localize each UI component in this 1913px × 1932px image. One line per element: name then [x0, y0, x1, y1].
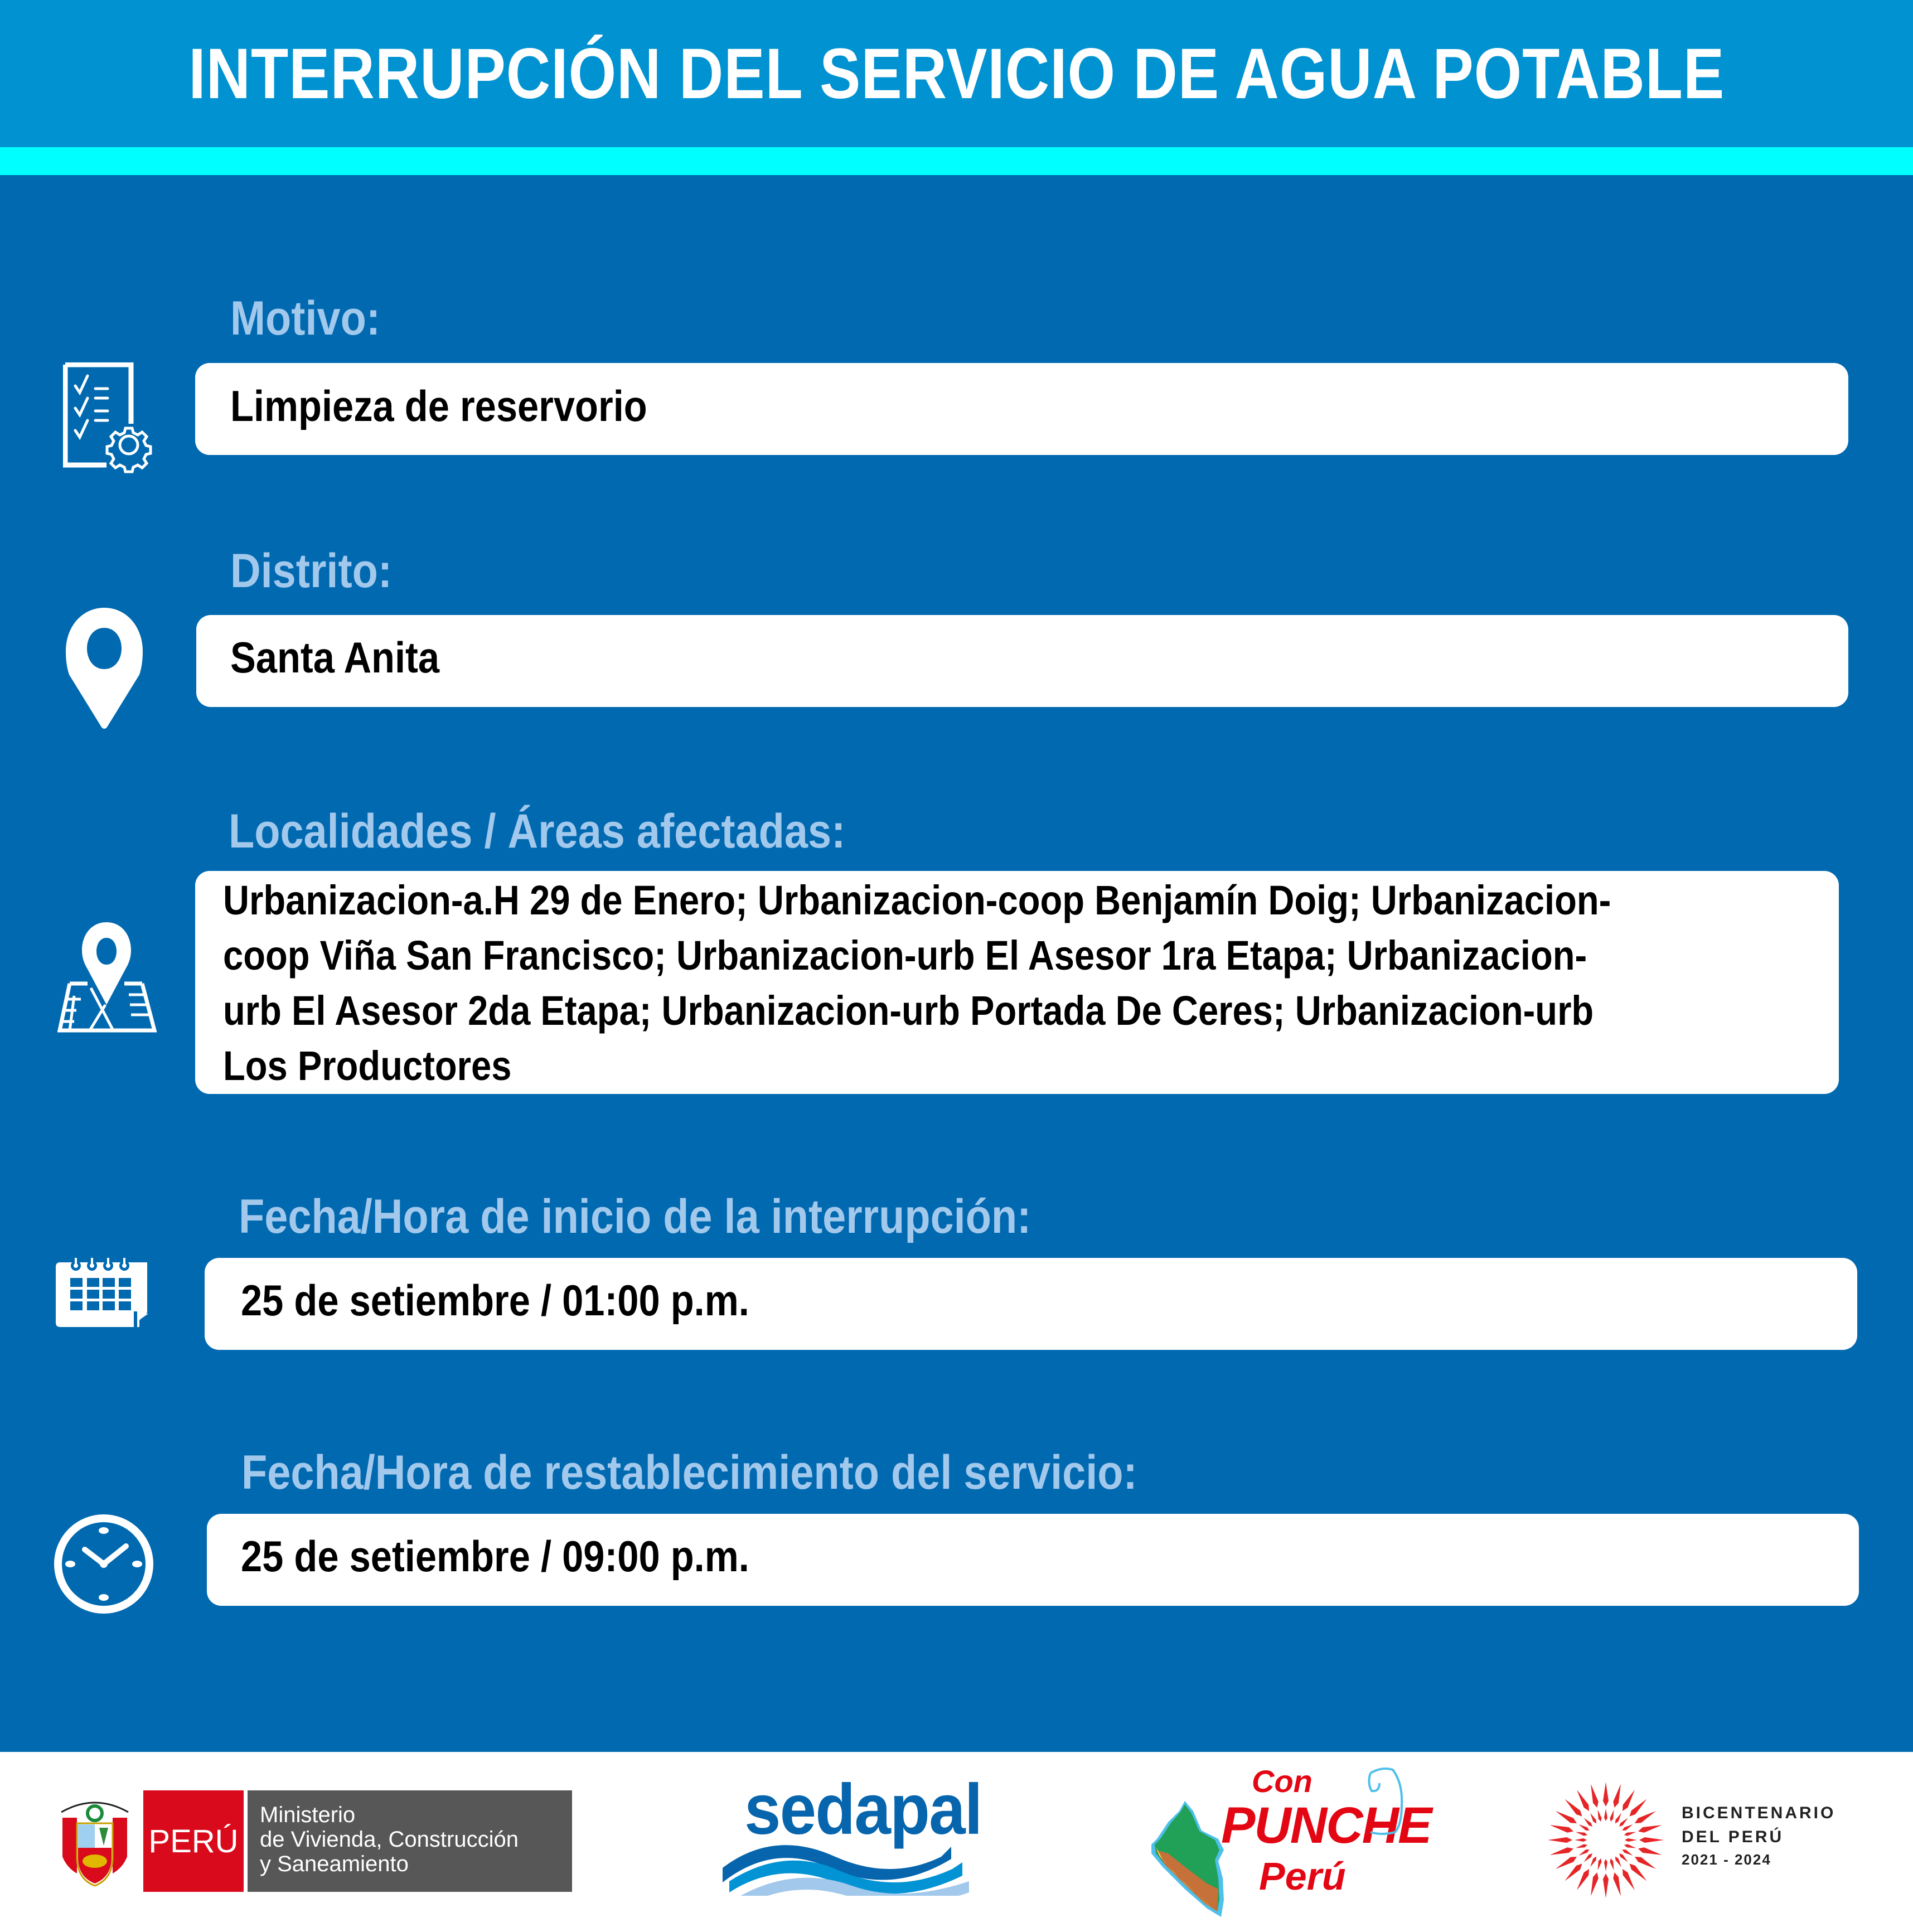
localidades-label: Localidades / Áreas afectadas: — [229, 805, 846, 858]
calendar-icon — [56, 1258, 153, 1330]
sedapal-logo-text: sedapal — [744, 1770, 982, 1849]
motivo-value: Limpieza de reservorio — [230, 381, 647, 430]
area-line: Los Productores — [223, 1043, 512, 1089]
punche-peru-text: Perú — [1259, 1854, 1346, 1898]
clock-icon — [54, 1514, 154, 1617]
distrito-field — [196, 615, 1848, 707]
header-banner — [0, 0, 1913, 147]
bicentenario-line1: BICENTENARIO — [1682, 1804, 1836, 1822]
inicio-label: Fecha/Hora de inicio de la interrupción: — [239, 1190, 1031, 1243]
bicentenario-line3: 2021 - 2024 — [1682, 1851, 1771, 1868]
localidades-value — [223, 873, 1793, 1093]
area-line: coop Viña San Francisco; Urbanizacion-urb El Asesor 1ra Etapa; Urbanizacion- — [223, 932, 1587, 979]
punche-word-text: PUNCHE — [1221, 1797, 1431, 1854]
checklist-gear-icon — [63, 362, 158, 477]
ministerio-line1: Ministerio — [260, 1803, 356, 1827]
restablecimiento-value: 25 de setiembre / 09:00 p.m. — [241, 1532, 749, 1581]
ministerio-peru-badge: PERÚ — [143, 1790, 244, 1892]
ministerio-line3: y Saneamiento — [260, 1852, 409, 1876]
punche-con-text: Con — [1252, 1764, 1313, 1799]
accent-stripe — [0, 147, 1913, 175]
flexed-arm-icon — [1365, 1766, 1404, 1842]
area-line: Urbanizacion-a.H 29 de Enero; Urbanizacion-coop Benjamín Doig; Urbanizacion- — [223, 877, 1611, 923]
restablecimiento-label: Fecha/Hora de restablecimiento del servicio: — [241, 1446, 1137, 1499]
bicentenario-sunburst-icon — [1544, 1779, 1667, 1904]
area-line: urb El Asesor 2da Etapa; Urbanizacion-urb Portada De Ceres; Urbanizacion-urb — [223, 987, 1594, 1034]
map-location-icon — [57, 921, 158, 1035]
ministerio-line2: de Vivienda, Construcción — [260, 1827, 519, 1852]
page-title: INTERRUPCIÓN DEL SERVICIO DE AGUA POTABLE — [188, 33, 1725, 114]
distrito-value: Santa Anita — [230, 633, 440, 682]
inicio-value: 25 de setiembre / 01:00 p.m. — [241, 1276, 749, 1325]
ministerio-name — [248, 1790, 572, 1892]
distrito-label: Distrito: — [230, 544, 393, 598]
map-pin-icon — [62, 607, 146, 732]
sedapal-waves-icon — [707, 1834, 1008, 1899]
motivo-label: Motivo: — [230, 292, 381, 345]
peru-coat-of-arms-icon — [56, 1795, 134, 1893]
bicentenario-line2: DEL PERÚ — [1682, 1828, 1784, 1846]
